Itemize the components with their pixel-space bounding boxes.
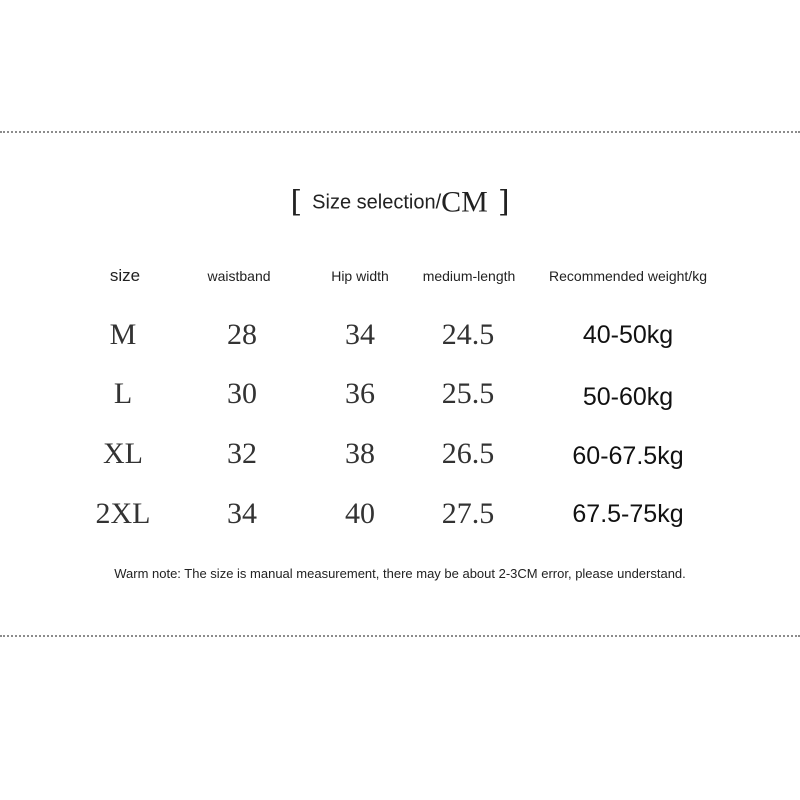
warm-note: Warm note: The size is manual measurement, there may be about 2-3CM error, please understand. [114,566,686,581]
row-l-weight: 50-60kg [582,383,674,411]
bottom-dotted-divider [0,635,800,637]
row-m-hip: 34 [345,318,375,351]
header-medium-length: medium-length [422,268,516,284]
row-xl-hip: 38 [345,437,375,470]
chart-title [0,180,800,224]
row-m-length: 24.5 [441,318,495,351]
row-xl-weight: 60-67.5kg [572,442,684,470]
row-xl-waistband: 32 [227,437,257,470]
header-recommended-weight: Recommended weight/kg [549,268,707,284]
title-label: Size selection [312,191,436,214]
row-l-size: L [113,377,133,410]
row-2xl-weight: 67.5-75kg [572,500,684,528]
row-m-size: M [109,318,137,351]
row-xl-size: XL [103,437,143,470]
row-2xl-size: 2XL [95,497,151,530]
row-m-weight: 40-50kg [582,321,674,349]
row-2xl-hip: 40 [345,497,375,530]
title-close-bracket: ] [497,184,510,220]
title-slash: / [435,191,442,214]
top-dotted-divider [0,131,800,133]
header-hip-width: Hip width [331,268,389,284]
row-2xl-waistband: 34 [227,497,257,530]
header-size: size [109,266,141,285]
row-xl-length: 26.5 [441,437,495,470]
row-l-length: 25.5 [441,377,495,410]
row-l-waistband: 30 [227,377,257,410]
title-unit: CM [441,185,488,219]
row-m-waistband: 28 [227,318,257,351]
title-open-bracket: [ [290,184,303,220]
header-waistband: waistband [207,268,271,284]
row-2xl-length: 27.5 [441,497,495,530]
row-l-hip: 36 [345,377,375,410]
